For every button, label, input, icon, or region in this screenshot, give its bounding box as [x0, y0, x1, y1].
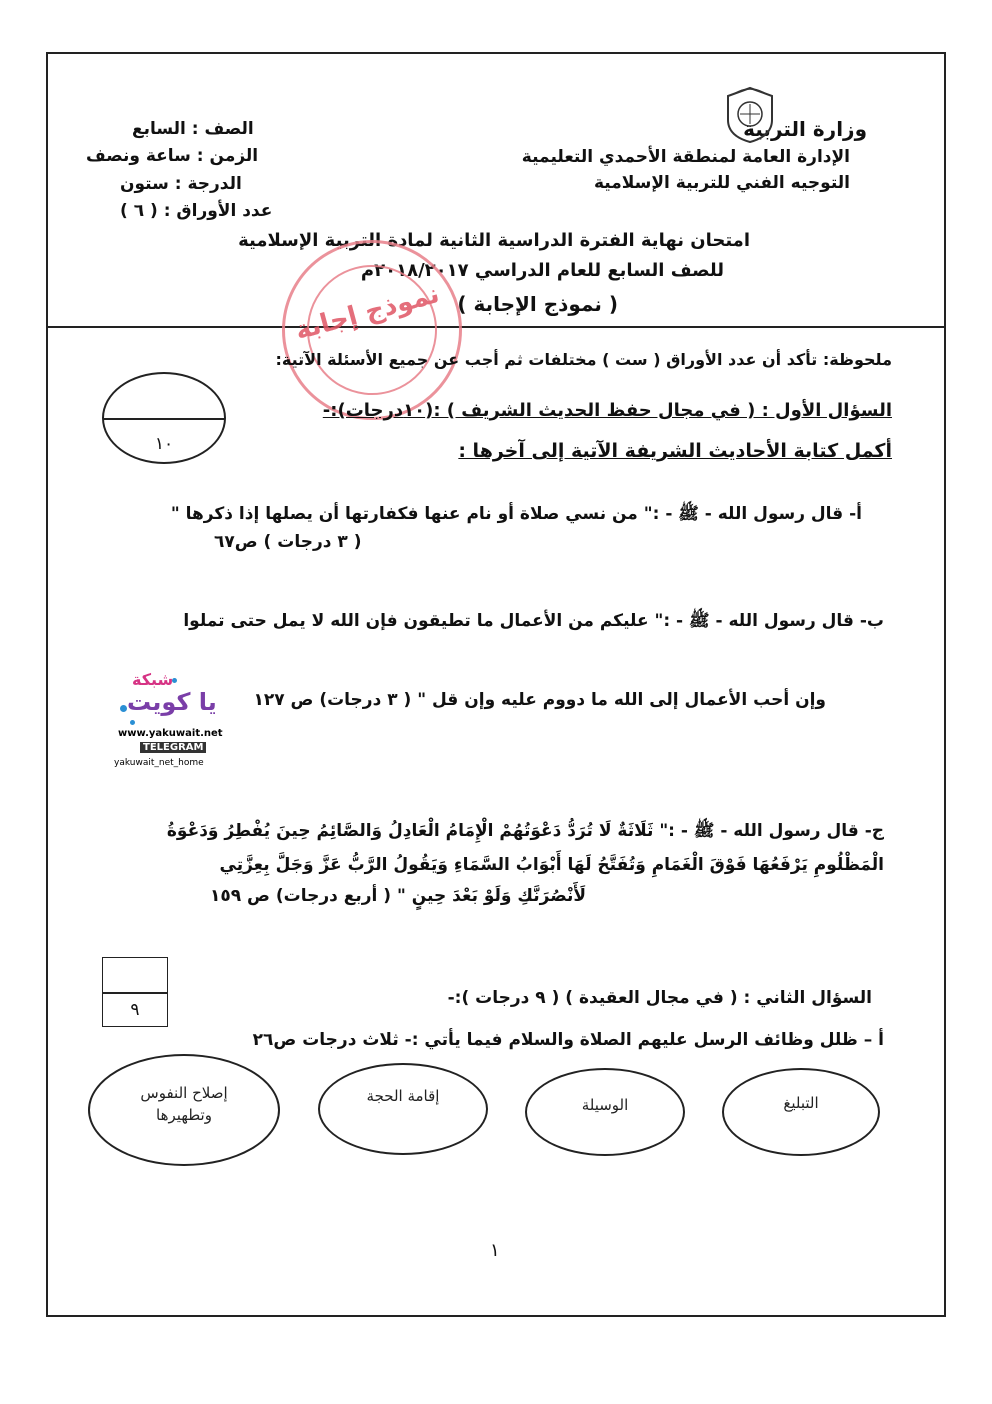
exam-note: ملحوظة: تأكد أن عدد الأوراق ( ست ) مختلفات ثم أجب عن جميع الأسئلة الآتية: [275, 350, 892, 369]
q2-title: السؤال الثاني : ( في مجال العقيدة ) ( ٩ درجات ):- [447, 988, 872, 1008]
exam-title: امتحان نهاية الفترة الدراسية الثانية لمادة التربية الإسلامية [238, 230, 750, 251]
q1-score-value: ١٠ [154, 434, 174, 454]
header-divider [46, 326, 946, 328]
exam-year: للصف السابع للعام الدراسي ٢٠١٨/٢٠١٧م [360, 260, 724, 281]
q1-hadith-a: أ- قال رسول الله - ﷺ - :" من نسي صلاة أو نام عنها فكفارتها أن يصلها إذا ذكرها " [170, 504, 862, 524]
q2-instruction: أ – ظلل وظائف الرسل عليهم الصلاة والسلام فيما يأتي :- ثلاث درجات ص٢٦ [252, 1030, 884, 1050]
q1-instruction: أكمل كتابة الأحاديث الشريفة الآتية إلى آخرها : [458, 440, 892, 462]
q1-hadith-c-line2: الْمَظْلُومِ يَرْفَعُهَا فَوْقَ الْغَمَامِ وَتُفَتَّحُ لَهَا أَبْوَابُ السَّمَاءِ وَيَقُولُ الرَّبُّ عَزَّ وَجَلَّ بِعِزَّتِي [219, 855, 884, 875]
total-score-info: الدرجة : ستون [120, 174, 242, 194]
q1-hadith-c-line3: لَأَنْصُرَنَّكِ وَلَوْ بَعْدَ حِينٍ " ( أربع درجات) ص ١٥٩ [210, 886, 586, 906]
ministry-name: وزارة التربية [743, 117, 867, 141]
grade-info: الصف : السابع [132, 119, 254, 139]
q1-score-circle [102, 372, 226, 464]
directorate-name: الإدارة العامة لمنطقة الأحمدي التعليمية [521, 147, 850, 167]
q2-option-iqamat-hujja[interactable]: إقامة الحجة [318, 1063, 488, 1155]
q1-hadith-b-continued: وإن أحب الأعمال إلى الله ما دووم عليه وإن قل " ( ٣ درجات) ص ١٢٧ [253, 690, 826, 710]
time-info: الزمن : ساعة ونصف [86, 146, 259, 166]
page-number: ١ [490, 1240, 500, 1261]
q2-option-wasila[interactable]: الوسيلة [525, 1068, 685, 1156]
q2-option-islah[interactable]: إصلاح النفوس وتطهيرها [88, 1054, 280, 1166]
q2-score-value: ٩ [130, 1000, 140, 1020]
q2-option-tabligh[interactable]: التبليغ [722, 1068, 880, 1156]
q1-hadith-a-marks: ( ٣ درجات ) ص٦٧ [214, 532, 362, 552]
supervision-name: التوجيه الفني للتربية الإسلامية [593, 173, 850, 193]
q1-hadith-b: ب- قال رسول الله - ﷺ - :" عليكم من الأعمال ما تطيقون فإن الله لا يمل حتى تملوا [183, 611, 884, 631]
yakuwait-logo: شبكة يا كويت www.yakuwait.net TELEGRAM yakuwait_net_home [114, 670, 223, 768]
q1-title: السؤال الأول : ( في مجال حفظ الحديث الشريف ) :(١٠درجات):- [322, 400, 892, 421]
q1-hadith-c-line1: ج- قال رسول الله - ﷺ - :" ثَلَاثَةٌ لَا تُرَدُّ دَعْوَتُهُمْ الْإِمَامُ الْعَادِلُ وَالصَّائِمُ حِينَ يُفْطِرُ وَدَعْوَةُ [166, 821, 884, 841]
kuwait-emblem-icon [720, 84, 780, 146]
answer-model-label: ( نموذج الإجابة ) [457, 292, 618, 316]
pages-count-info: عدد الأوراق : ( ٦ ) [120, 201, 273, 221]
answer-model-stamp: نموذج إجابة [262, 220, 482, 440]
q2-score-box [102, 957, 168, 1027]
